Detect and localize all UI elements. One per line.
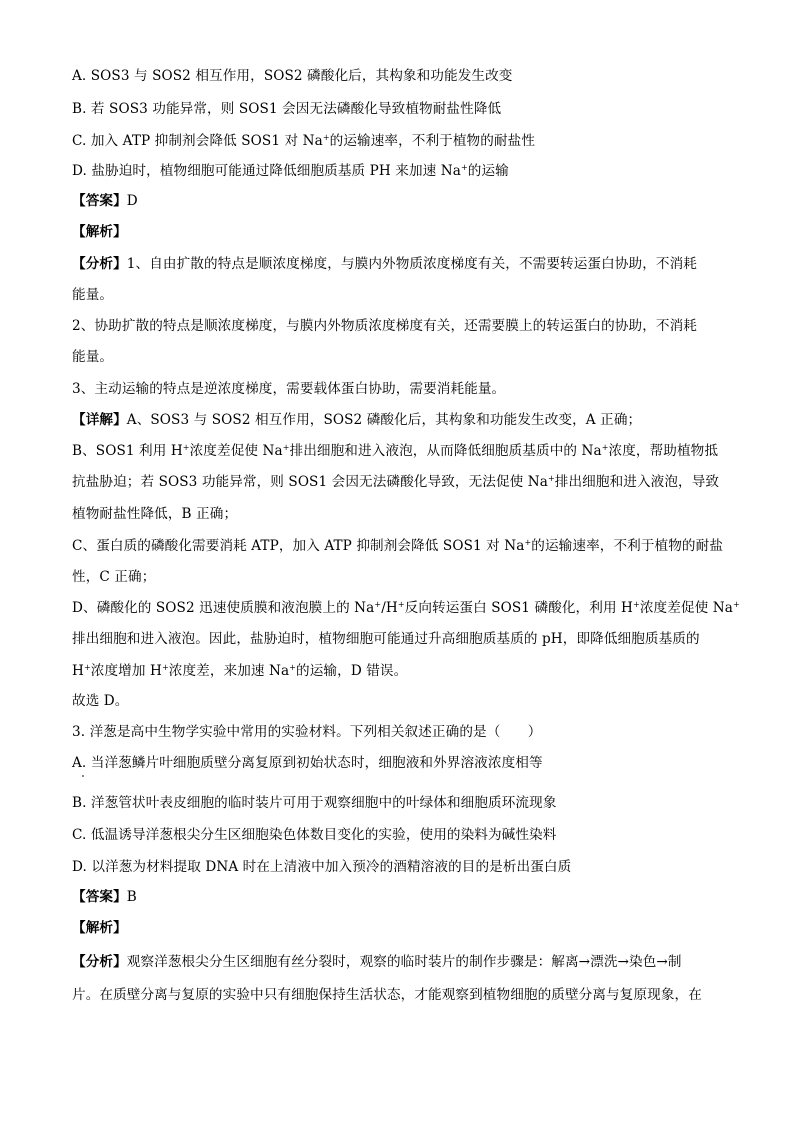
text-line (72, 918, 127, 938)
text-segment: 能量。 (72, 287, 114, 303)
text-segment: 抗盐胁迫；若 SOS3 功能异常，则 SOS1 会因无法磷酸化导致，无法促使 Na (72, 474, 548, 490)
text-line (72, 504, 237, 524)
text-segment: H (72, 663, 84, 679)
text-line (72, 825, 556, 845)
text-line (72, 131, 535, 151)
text-segment: 1、自由扩散的特点是顺浓度梯度，与膜内外物质浓度梯度有关，不需要转运蛋白协助，不消耗 (126, 256, 697, 272)
text-line (72, 99, 501, 119)
text-segment: B. 洋葱管状叶表皮细胞的临时装片可用于观察细胞中的叶绿体和细胞质环流现象 (72, 795, 557, 811)
text-line (72, 379, 505, 399)
superscript: + (161, 663, 169, 672)
superscript: + (374, 600, 382, 609)
text-segment: A、SOS3 与 SOS2 相互作用，SOS2 磷酸化后，其构象和功能发生改变，A 正确； (126, 412, 642, 428)
text-segment: 浓度差促使 Na (189, 443, 283, 459)
text-segment: D. 以洋葱为材料提取 DNA 时在上清液中加入预冷的酒精溶液的目的是析出蛋白质 (72, 859, 572, 875)
text-segment: 片。在质壁分离与复原的实验中只有细胞保持生活状态，才能观察到植物细胞的质壁分离与复原现象，在 (72, 987, 702, 1003)
text-segment: B (126, 889, 137, 905)
text-segment: 2、协助扩散的特点是顺浓度梯度，与膜内外物质浓度梯度有关，还需要膜上的转运蛋白的协助，不消耗 (72, 318, 697, 334)
text-line (72, 66, 512, 86)
text-segment: 观察洋葱根尖分生区细胞有丝分裂时，观察的临时装片的制作步骤是：解离→漂洗→染色→制 (126, 954, 682, 970)
text-line (72, 316, 697, 336)
text-segment: 故选 D。 (72, 693, 129, 709)
section-label: 【解析】 (72, 224, 127, 240)
text-line (72, 347, 113, 367)
superscript: + (282, 443, 290, 452)
section-label: 【分析】 (72, 954, 127, 970)
text-segment: 浓度差，来加速 Na (168, 663, 290, 679)
text-segment: 浓度差促使 Na (639, 600, 733, 616)
text-line (72, 691, 129, 711)
text-line (72, 441, 718, 461)
text-segment: 排出细胞和进入液泡。因此，盐胁迫时，植物细胞可能通过升高细胞质基质的 pH，即降低细胞质基质的 (72, 631, 700, 647)
text-segment: A. SOS3 与 SOS2 相互作用，SOS2 磷酸化后，其构象和功能发生改变 (72, 68, 513, 84)
superscript: + (322, 133, 330, 142)
text-line (72, 753, 543, 773)
superscript: + (547, 474, 555, 483)
text-line (72, 285, 113, 305)
text-line (72, 985, 702, 1005)
text-segment: B、SOS1 利用 H (72, 443, 183, 459)
text-segment: C、蛋白质的磷酸化需要消耗 ATP，加入 ATP 抑制剂会降低 SOS1 对 Na (72, 538, 525, 554)
text-segment: 排出细胞和进入液泡，导致 (554, 474, 720, 490)
text-line (72, 536, 723, 556)
superscript: + (633, 600, 640, 609)
section-label: 【解析】 (72, 920, 127, 936)
superscript: + (601, 443, 609, 452)
superscript: + (83, 663, 91, 672)
text-line (72, 629, 700, 649)
text-segment: C. 加入 ATP 抑制剂会降低 SOS1 对 Na (72, 133, 323, 149)
document-page (72, 0, 740, 1123)
text-segment: 的运输速率，不利于植物的耐盐 (531, 538, 724, 554)
text-segment: D (126, 193, 138, 209)
text-segment: 的运输速率，不利于植物的耐盐性 (329, 133, 536, 149)
text-segment: D、磷酸化的 SOS2 迅速使质膜和液泡膜上的 Na (72, 600, 375, 616)
section-label: 【分析】 (72, 256, 127, 272)
section-label: 【答案】 (72, 889, 127, 905)
text-line (72, 161, 509, 181)
superscript: + (732, 600, 740, 609)
text-line (72, 567, 155, 587)
text-segment: C. 低温诱导洋葱根尖分生区细胞染色体数目变化的实验，使用的染料为碱性染料 (72, 827, 557, 843)
text-line (72, 598, 740, 618)
text-segment: 3. 洋葱是高中生物学实验中常用的实验材料。下列相关叙述正确的是（ ） (72, 724, 542, 740)
text-line (72, 952, 682, 972)
text-segment: 性，C 正确； (72, 569, 156, 585)
text-line (72, 722, 541, 742)
text-segment: 能量。 (72, 349, 114, 365)
section-label: 【答案】 (72, 193, 127, 209)
text-segment: /H (381, 600, 398, 616)
text-segment: 浓度，帮助植物抵 (608, 443, 719, 459)
text-line (72, 887, 137, 907)
superscript: + (460, 163, 468, 172)
text-segment: 浓度增加 H (90, 663, 162, 679)
text-line (72, 793, 557, 813)
superscript: + (182, 443, 190, 452)
text-line (72, 857, 571, 877)
text-segment: 排出细胞和进入液泡，从而降低细胞质基质中的 Na (289, 443, 602, 459)
text-segment: 3、主动运输的特点是逆浓度梯度，需要载体蛋白协助，需要消耗能量。 (72, 381, 506, 397)
text-segment: 植物耐盐性降低，B 正确； (72, 506, 238, 522)
text-line (72, 472, 719, 492)
text-segment: B. 若 SOS3 功能异常，则 SOS1 会因无法磷酸化导致植物耐盐性降低 (72, 101, 502, 117)
text-line (72, 254, 697, 274)
superscript: + (397, 600, 405, 609)
superscript: + (289, 663, 297, 672)
text-segment: D. 盐胁迫时，植物细胞可能通过降低细胞质基质 PH 来加速 Na (72, 163, 461, 179)
text-segment: 反向转运蛋白 SOS1 磷酸化，利用 H (404, 600, 634, 616)
text-segment: 的运输，D 错误。 (296, 663, 408, 679)
text-line (72, 661, 407, 681)
section-label: 【详解】 (72, 412, 127, 428)
text-line (72, 222, 127, 242)
superscript: + (524, 538, 532, 547)
text-line (72, 410, 641, 430)
stray-mark (82, 775, 84, 777)
text-segment: A. 当洋葱鳞片叶细胞质壁分离复原到初始状态时，细胞液和外界溶液浓度相等 (72, 755, 543, 771)
text-segment: 的运输 (467, 163, 509, 179)
text-line (72, 191, 138, 211)
